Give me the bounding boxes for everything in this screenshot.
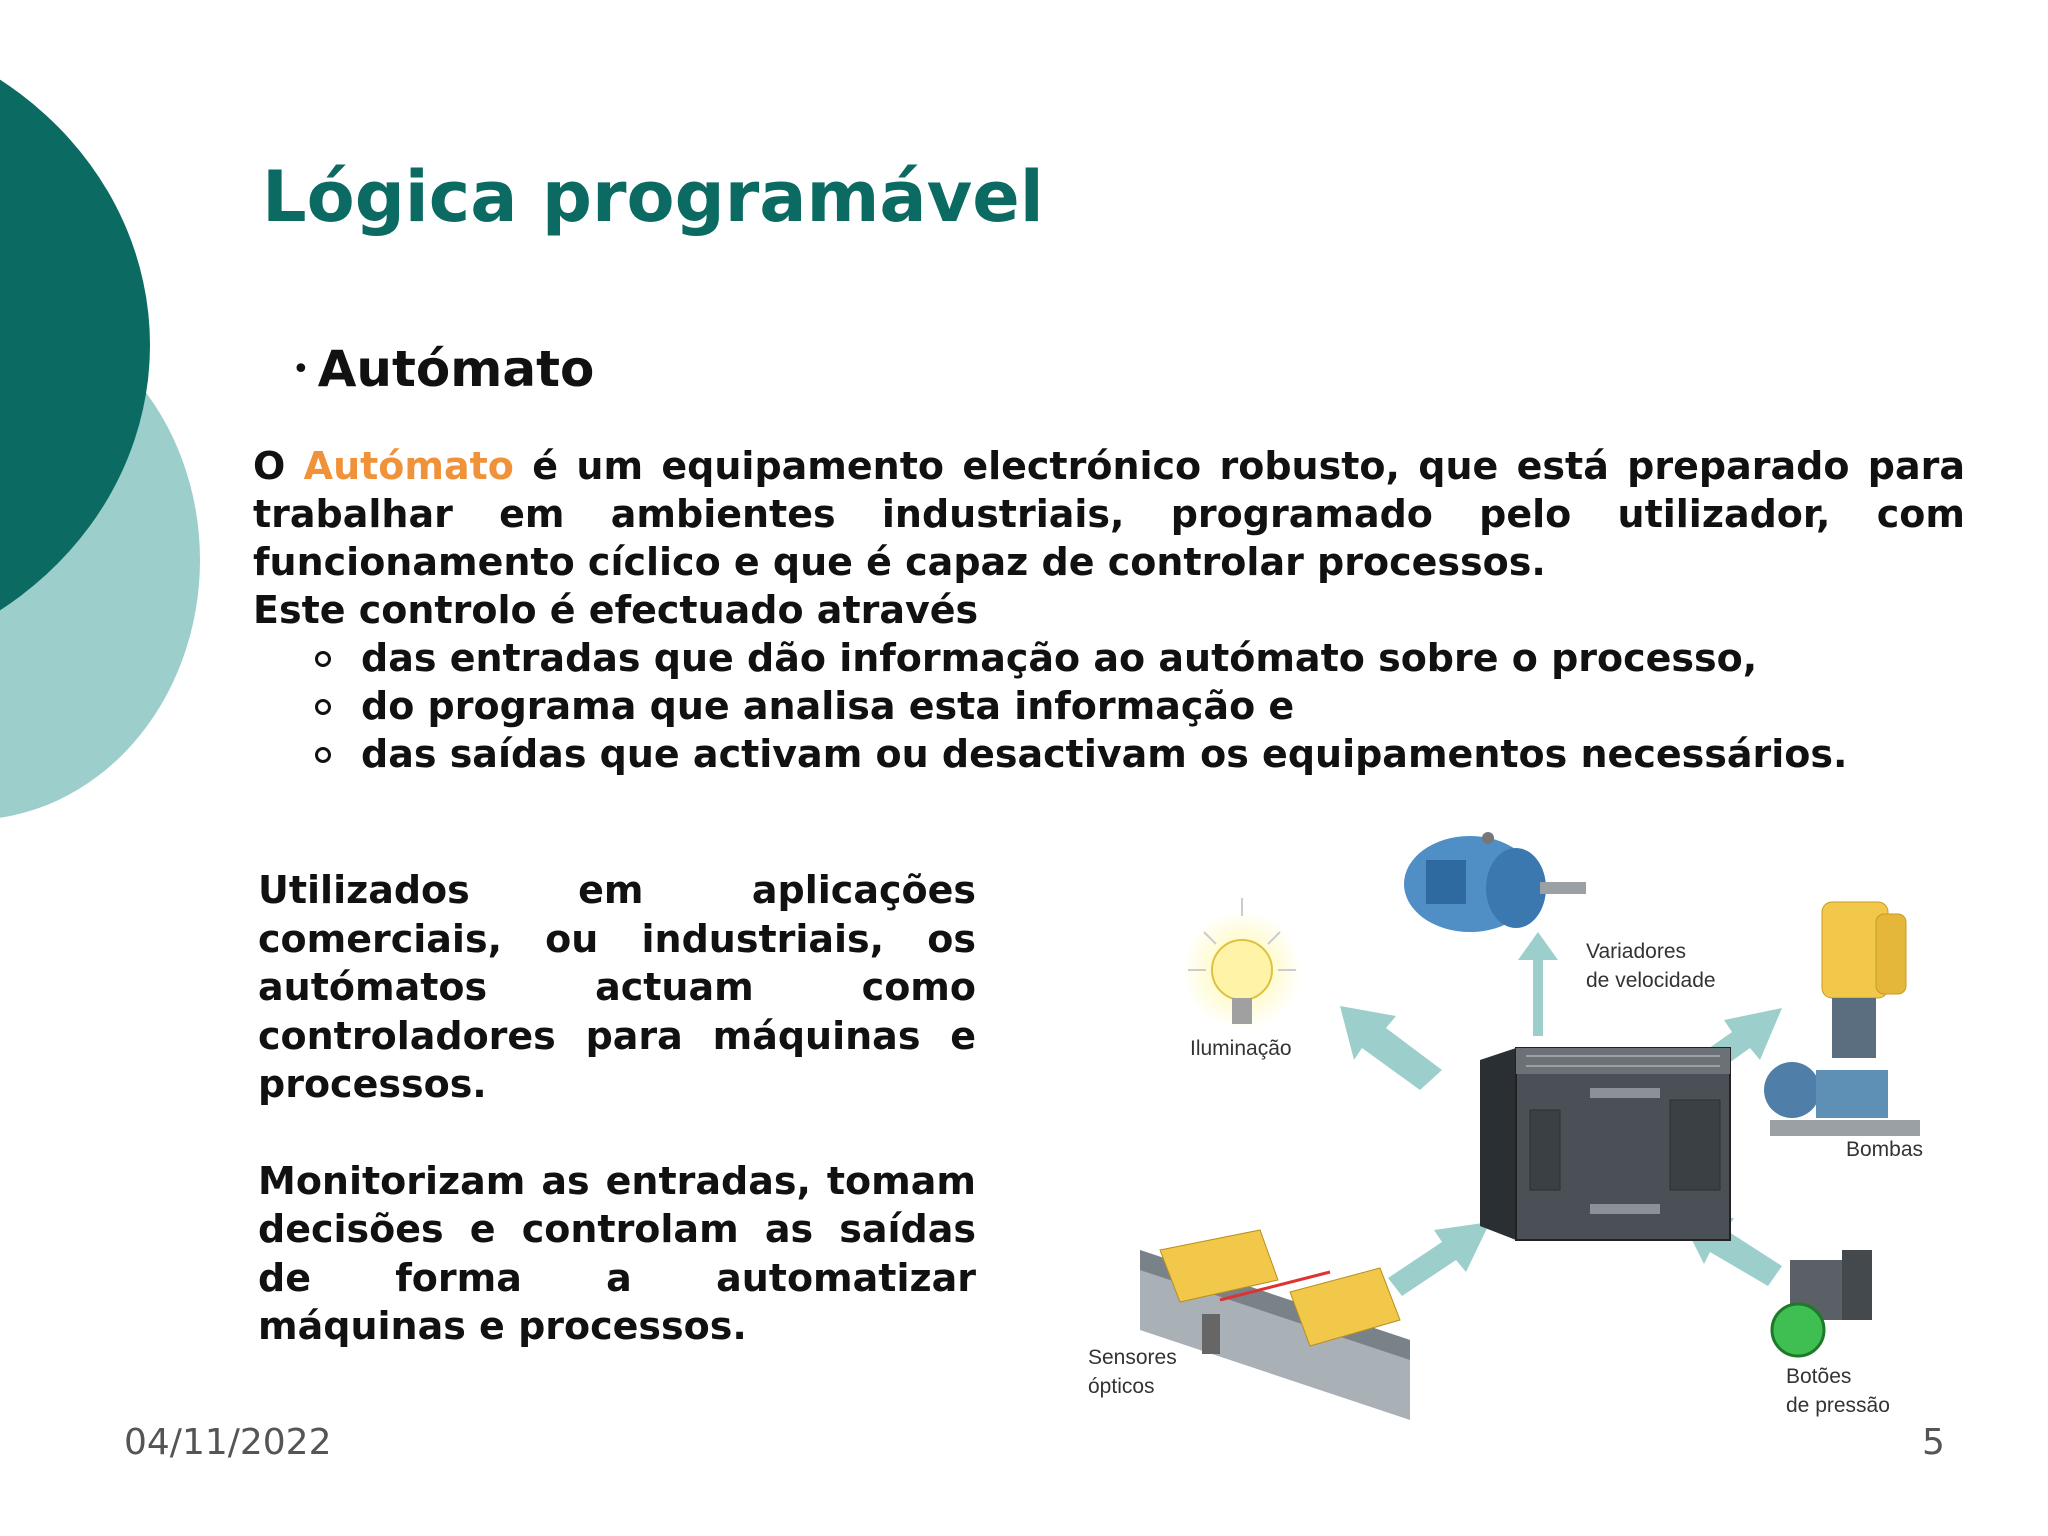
label-buttons-line2: de pressão — [1786, 1394, 1890, 1417]
label-sensors-line1: Sensores — [1088, 1346, 1177, 1369]
label-pumps: Bombas — [1846, 1138, 1924, 1161]
label-drives-line2: de velocidade — [1586, 969, 1716, 992]
list-item — [315, 730, 1965, 778]
label-drives-line1: Variadores — [1586, 940, 1686, 963]
intro-lead: O — [253, 444, 286, 488]
intro-rest: é um equipamento electrónico robusto, que está preparado para trabalhar em ambientes industriais, programado pelo utilizador, com funcionamento cíclico e que é capaz de controlar processos. — [253, 444, 1966, 584]
sub-list — [253, 634, 1965, 778]
intro-block — [253, 442, 1965, 778]
label-lighting: Iluminação — [1190, 1037, 1292, 1060]
usage-paragraph: Utilizados em aplicações comerciais, ou industriais, os autómatos actuam como controladores para máquinas e processos. — [258, 868, 976, 1106]
conveyor-sensor-icon — [1140, 1230, 1410, 1420]
left-column — [258, 866, 976, 1351]
arrow-up-icon — [1518, 932, 1558, 1036]
circle-bullet-icon — [315, 651, 331, 667]
highlight-word: Autómato — [303, 444, 514, 488]
bullet-dot-icon: • — [292, 352, 310, 387]
list-item-text: das entradas que dão informação ao autómato sobre o processo, — [361, 636, 1758, 680]
circle-bullet-icon — [315, 747, 331, 763]
intro-line-2: Este controlo é efectuado através — [253, 588, 979, 632]
bullet-label: Autómato — [317, 340, 595, 398]
list-item — [315, 634, 1965, 682]
plc-diagram — [1070, 820, 1970, 1440]
circle-bullet-icon — [315, 699, 331, 715]
intro-paragraph — [253, 442, 1965, 586]
arrow-left-up-icon — [1340, 1006, 1442, 1090]
pump-icon — [1764, 902, 1920, 1136]
list-item — [315, 682, 1965, 730]
page-title: Lógica programável — [262, 156, 1044, 238]
label-buttons-line1: Botões — [1786, 1365, 1852, 1388]
motor-icon — [1404, 832, 1586, 932]
label-sensors-line2: ópticos — [1088, 1375, 1155, 1398]
page-number: 5 — [1922, 1422, 1945, 1463]
light-bulb-icon — [1182, 898, 1302, 1030]
list-item-text: do programa que analisa esta informação e — [361, 684, 1295, 728]
push-button-icon — [1772, 1250, 1872, 1356]
arrow-left-down-icon — [1388, 1222, 1490, 1296]
plc-unit-icon — [1480, 1048, 1730, 1240]
bullet-item — [292, 340, 594, 398]
monitor-paragraph: Monitorizam as entradas, tomam decisões e controlam as saídas de forma a automatizar máquinas e processos. — [258, 1158, 976, 1348]
footer-date: 04/11/2022 — [124, 1422, 332, 1463]
list-item-text: das saídas que activam ou desactivam os equipamentos necessários. — [361, 732, 1848, 776]
